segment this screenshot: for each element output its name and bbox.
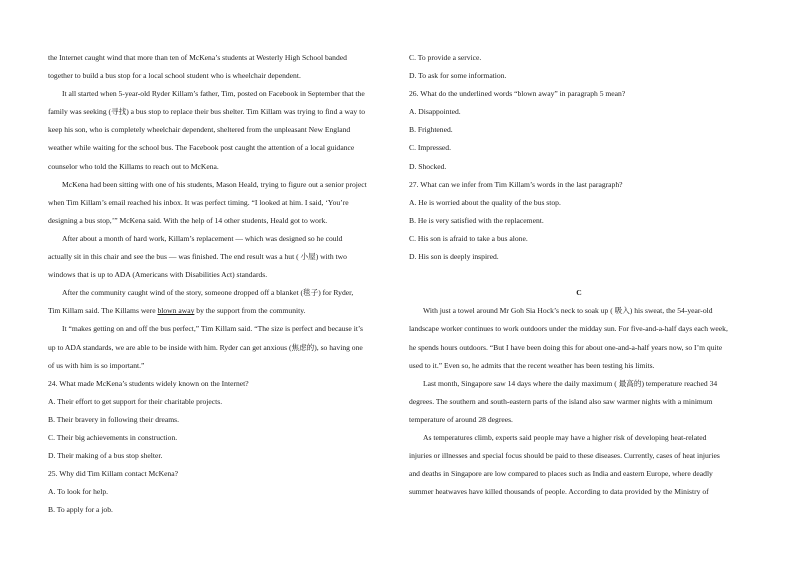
text-segment: Tim Killam said. The Killams were	[48, 306, 158, 316]
text-line: summer heatwaves have killed thousands of people. According to data provided by the Ministry of	[409, 487, 709, 497]
text-line	[48, 302, 384, 320]
text-line: temperature of around 28 degrees.	[409, 414, 513, 424]
text-line: B. Their bravery in following their dreams.	[48, 414, 180, 424]
text-line: D. His son is deeply inspired.	[409, 252, 499, 262]
text-line: With just a towel around Mr Goh Sia Hock’s neck to soak up ( 吸入) his sweat, the 54-year-old	[423, 306, 713, 316]
text-line: D. Shocked.	[409, 161, 447, 171]
text-line: when Tim Killam’s email reached his inbox. It was perfect timing. “I looked at him. I said, ‘You’re	[48, 197, 349, 207]
text-segment: by the support from the community.	[194, 306, 306, 316]
text-line: B. To apply for a job.	[48, 505, 113, 515]
text-line: After about a month of hard work, Killam’s replacement — which was designed so he could	[62, 233, 343, 243]
text-line: A. To look for help.	[48, 487, 109, 497]
text-line	[409, 266, 749, 284]
text-line: McKena had been sitting with one of his students, Mason Heald, trying to figure out a senior project	[62, 179, 367, 189]
text-line: A. Disappointed.	[409, 107, 461, 117]
text-line: 25. Why did Tim Killam contact McKena?	[48, 469, 178, 479]
text-line: keep his son, who is completely wheelchair dependent, sheltered from the unpleasant New England	[48, 125, 351, 135]
text-line: landscape worker continues to work outdoors under the midday sun. For five-and-a-half days each week,	[409, 324, 728, 334]
text-line: C. To provide a service.	[409, 53, 482, 62]
right-column	[409, 49, 749, 501]
section-title: C	[576, 288, 582, 298]
text-line: D. Their making of a bus stop shelter.	[48, 451, 163, 461]
text-line: 27. What can we infer from Tim Killam’s words in the last paragraph?	[409, 179, 623, 189]
text-line: windows that is up to ADA (Americans with Disabilities Act) standards.	[48, 270, 268, 280]
text-line: As temperatures climb, experts said people may have a higher risk of developing heat-related	[423, 432, 707, 442]
text-line: degrees. The southern and south-eastern parts of the island also saw warmer nights with a minimum	[409, 396, 713, 406]
text-line: B. Frightened.	[409, 125, 453, 135]
text-line: 26. What do the underlined words “blown away” in paragraph 5 mean?	[409, 89, 626, 99]
text-line: weather while waiting for the school bus. The Facebook post caught the attention of a local guidance	[48, 143, 355, 153]
text-line: C. His son is afraid to take a bus alone.	[409, 233, 528, 243]
text-line: Last month, Singapore saw 14 days where the daily maximum ( 最高的) temperature reached 34	[423, 378, 718, 388]
text-line: actually sit in this chair and see the bus — was finished. The end result was a hut ( 小屋) with two	[48, 252, 347, 262]
text-line: counselor who told the Killams to reach out to McKena.	[48, 161, 219, 171]
text-line: used to it.” Even so, he admits that the recent weather has been testing his limits.	[409, 360, 655, 370]
text-line: C. Their big achievements in construction.	[48, 432, 178, 442]
text-line: D. To ask for some information.	[409, 71, 507, 81]
underlined-phrase: blown away	[157, 306, 195, 316]
text-line: together to build a bus stop for a local school student who is wheelchair dependent.	[48, 71, 301, 81]
text-line: he spends hours outdoors. “But I have been doing this for about one-and-a-half years now, so I’m quite	[409, 342, 723, 352]
text-line: family was seeking (寻找) a bus stop to replace their bus shelter. Tim Killam was trying to find a way to	[48, 107, 365, 117]
text-line: C. Impressed.	[409, 143, 451, 153]
text-line: injuries or illnesses and special focus should be paid to these diseases. Currently, cases of heat injuries	[409, 451, 720, 461]
text-line: After the community caught wind of the story, someone dropped off a blanket (毯子) for Ryder,	[62, 288, 354, 298]
text-line: 24. What made McKena’s students widely known on the Internet?	[48, 378, 249, 388]
text-line: B. He is very satisfied with the replacement.	[409, 215, 544, 225]
text-line: designing a bus stop,’” McKena said. With the help of 14 other students, Heald got to work.	[48, 215, 328, 225]
left-column	[48, 49, 384, 519]
text-line: up to ADA standards, we are able to be inside with him. Ryder can get anxious (焦虑的), so having one	[48, 342, 363, 352]
text-line: A. He is worried about the quality of the bus stop.	[409, 197, 561, 207]
text-line: the Internet caught wind that more than ten of McKena’s students at Westerly High School banded	[48, 53, 347, 62]
text-line: It all started when 5-year-old Ryder Killam’s father, Tim, posted on Facebook in September that the	[62, 89, 365, 99]
text-line: of us with him is so important.”	[48, 360, 145, 370]
text-line: It “makes getting on and off the bus perfect,” Tim Killam said. “The size is perfect and because it’s	[62, 324, 363, 334]
text-line: A. Their effort to get support for their charitable projects.	[48, 396, 223, 406]
text-line: and deaths in Singapore are low compared to places such as India and eastern Europe, where deadly	[409, 469, 713, 479]
